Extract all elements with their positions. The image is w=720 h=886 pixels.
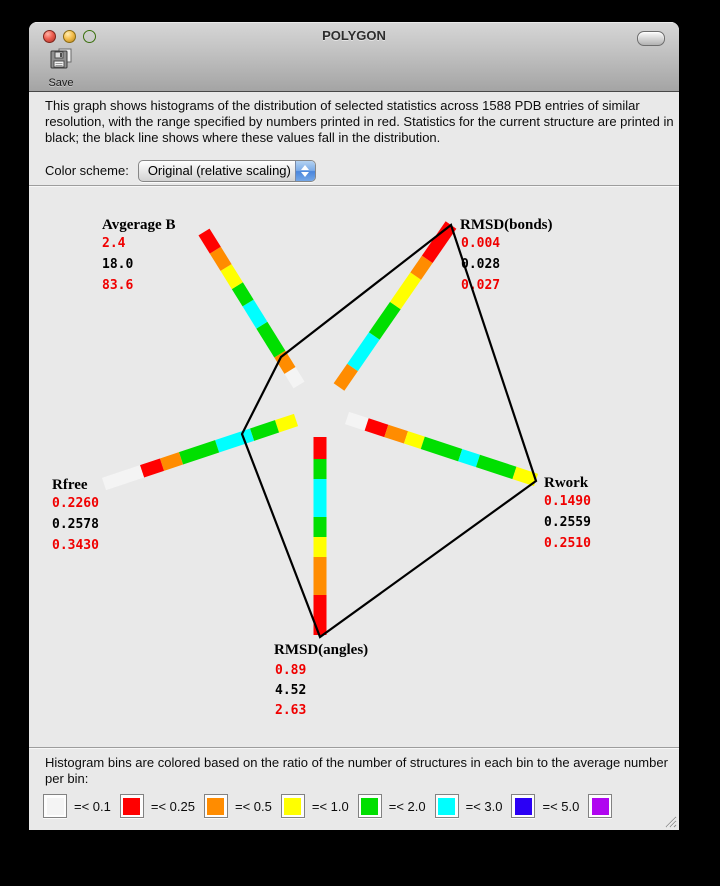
axis-min-rwork: 0.1490 bbox=[544, 494, 591, 509]
legend-bin-label: =< 5.0 bbox=[542, 798, 580, 814]
axis-label-rmsd-angles: RMSD(angles) bbox=[274, 642, 369, 658]
axis-value-rmsd-bonds: 0.028 bbox=[461, 257, 501, 272]
polygon-plot bbox=[38, 187, 678, 744]
legend-row bbox=[43, 794, 679, 818]
window-title: POLYGON bbox=[322, 28, 386, 43]
histogram-segment-rwork-green bbox=[423, 443, 460, 455]
histogram-segment-avgerage-b-orange bbox=[215, 250, 226, 267]
histogram-segment-avgerage-b-green bbox=[237, 286, 248, 303]
histogram-segment-rmsd-bonds-orange bbox=[416, 259, 428, 276]
resize-grip[interactable] bbox=[663, 814, 677, 828]
axis-min-rfree: 0.2260 bbox=[52, 496, 99, 511]
save-floppy-icon bbox=[49, 48, 73, 70]
divider-bottom bbox=[29, 747, 679, 749]
save-button-label: Save bbox=[48, 77, 74, 89]
histogram-segment-rfree-green bbox=[181, 446, 217, 458]
axis-max-avgerage-b: 83.6 bbox=[102, 278, 134, 293]
legend-swatch-green-icon bbox=[358, 794, 382, 818]
histogram-segment-avgerage-b-red bbox=[204, 232, 215, 250]
axis-max-rmsd-bonds: 0.027 bbox=[461, 278, 501, 293]
popup-stepper-icon bbox=[295, 161, 315, 181]
axis-min-avgerage-b: 2.4 bbox=[102, 236, 126, 251]
axis-label-avgerage-b: Avgerage B bbox=[102, 217, 176, 233]
histogram-segment-rwork-red bbox=[367, 424, 387, 430]
axis-value-rmsd-angles: 4.52 bbox=[275, 683, 307, 698]
color-scheme-selected-value: Original (relative scaling) bbox=[147, 163, 291, 178]
color-scheme-select[interactable] bbox=[138, 160, 316, 182]
legend-swatch-blue-icon bbox=[511, 794, 535, 818]
toolbar-toggle-button[interactable] bbox=[637, 31, 665, 46]
histogram-segment-rfree-green bbox=[252, 426, 277, 434]
histogram-segment-rwork-white bbox=[347, 418, 367, 424]
histogram-segment-rfree-red bbox=[142, 465, 162, 472]
legend-bin-white bbox=[43, 794, 111, 818]
legend-swatch-cyan-icon bbox=[435, 794, 459, 818]
histogram-segment-rfree-white bbox=[104, 471, 142, 484]
polygon-window bbox=[29, 22, 679, 830]
axis-min-rmsd-bonds: 0.004 bbox=[461, 236, 501, 251]
axis-value-rwork: 0.2559 bbox=[544, 515, 591, 530]
legend-description: Histogram bins are colored based on the ratio of the number of structures in each bin to the average number per bin: bbox=[45, 755, 668, 786]
histogram-segment-rwork-orange bbox=[386, 431, 406, 437]
histogram-segment-rfree-orange bbox=[162, 458, 181, 464]
legend-bin-red bbox=[120, 794, 195, 818]
legend-swatch-white-icon bbox=[43, 794, 67, 818]
axis-max-rmsd-angles: 2.63 bbox=[275, 703, 307, 718]
legend-swatch-purple-icon bbox=[588, 794, 612, 818]
legend-swatch-yellow-icon bbox=[281, 794, 305, 818]
legend-bin-blue bbox=[511, 794, 579, 818]
legend-bin-label: =< 1.0 bbox=[311, 798, 349, 814]
legend-bin-label: =< 0.5 bbox=[234, 798, 272, 814]
histogram-segment-avgerage-b-cyan bbox=[248, 303, 262, 325]
axis-value-avgerage-b: 18.0 bbox=[102, 257, 134, 272]
legend-swatch-orange-icon bbox=[204, 794, 228, 818]
axis-min-rmsd-angles: 0.89 bbox=[275, 663, 307, 678]
histogram-segment-rmsd-bonds-cyan bbox=[353, 336, 375, 367]
histogram-segment-rwork-yellow bbox=[406, 437, 423, 443]
legend-bin-label: =< 0.25 bbox=[150, 798, 195, 814]
axis-max-rfree: 0.3430 bbox=[52, 538, 99, 553]
histogram-segment-rfree-yellow bbox=[277, 420, 296, 426]
color-scheme-label: Color scheme: bbox=[45, 163, 129, 178]
axis-label-rmsd-bonds: RMSD(bonds) bbox=[460, 217, 553, 233]
legend-bin-label: =< 3.0 bbox=[465, 798, 503, 814]
legend-swatch-red-icon bbox=[120, 794, 144, 818]
legend-bin-green bbox=[358, 794, 426, 818]
down-arrow-icon bbox=[301, 172, 309, 177]
histogram-segment-avgerage-b-green bbox=[262, 325, 280, 354]
histogram-segment-rwork-cyan bbox=[460, 455, 478, 461]
histogram-segment-avgerage-b-white bbox=[290, 370, 299, 385]
up-arrow-icon bbox=[301, 165, 309, 170]
legend-bin-label: =< 2.0 bbox=[388, 798, 426, 814]
legend-bin-purple bbox=[588, 794, 612, 818]
legend-bin-orange bbox=[204, 794, 272, 818]
axis-value-rfree: 0.2578 bbox=[52, 517, 99, 532]
axis-max-rwork: 0.2510 bbox=[544, 536, 591, 551]
legend-bin-yellow bbox=[281, 794, 349, 818]
description-text: This graph shows histograms of the distribution of selected statistics across 1588 PDB entries of similar resolution, with the range specified by numbers printed in red. Statistics for the current structure are printed in black; the black line shows where these values fall in the distribution. bbox=[45, 98, 674, 145]
color-scheme-row bbox=[45, 159, 679, 182]
histogram-segment-rmsd-bonds-green bbox=[374, 306, 395, 336]
main-content bbox=[29, 98, 679, 818]
histogram-segment-avgerage-b-yellow bbox=[226, 267, 237, 285]
title-bar[interactable] bbox=[29, 22, 679, 92]
axis-label-rwork: Rwork bbox=[544, 475, 589, 491]
histogram-segment-rmsd-bonds-orange bbox=[339, 367, 353, 387]
save-button[interactable] bbox=[41, 48, 81, 89]
legend-bin-cyan bbox=[435, 794, 503, 818]
histogram-segment-rmsd-bonds-red bbox=[427, 225, 451, 259]
histogram-segment-rmsd-bonds-yellow bbox=[395, 276, 415, 305]
legend-bin-label: =< 0.1 bbox=[74, 798, 111, 814]
axis-label-rfree: Rfree bbox=[52, 477, 88, 493]
histogram-segment-rwork-green bbox=[478, 461, 514, 473]
